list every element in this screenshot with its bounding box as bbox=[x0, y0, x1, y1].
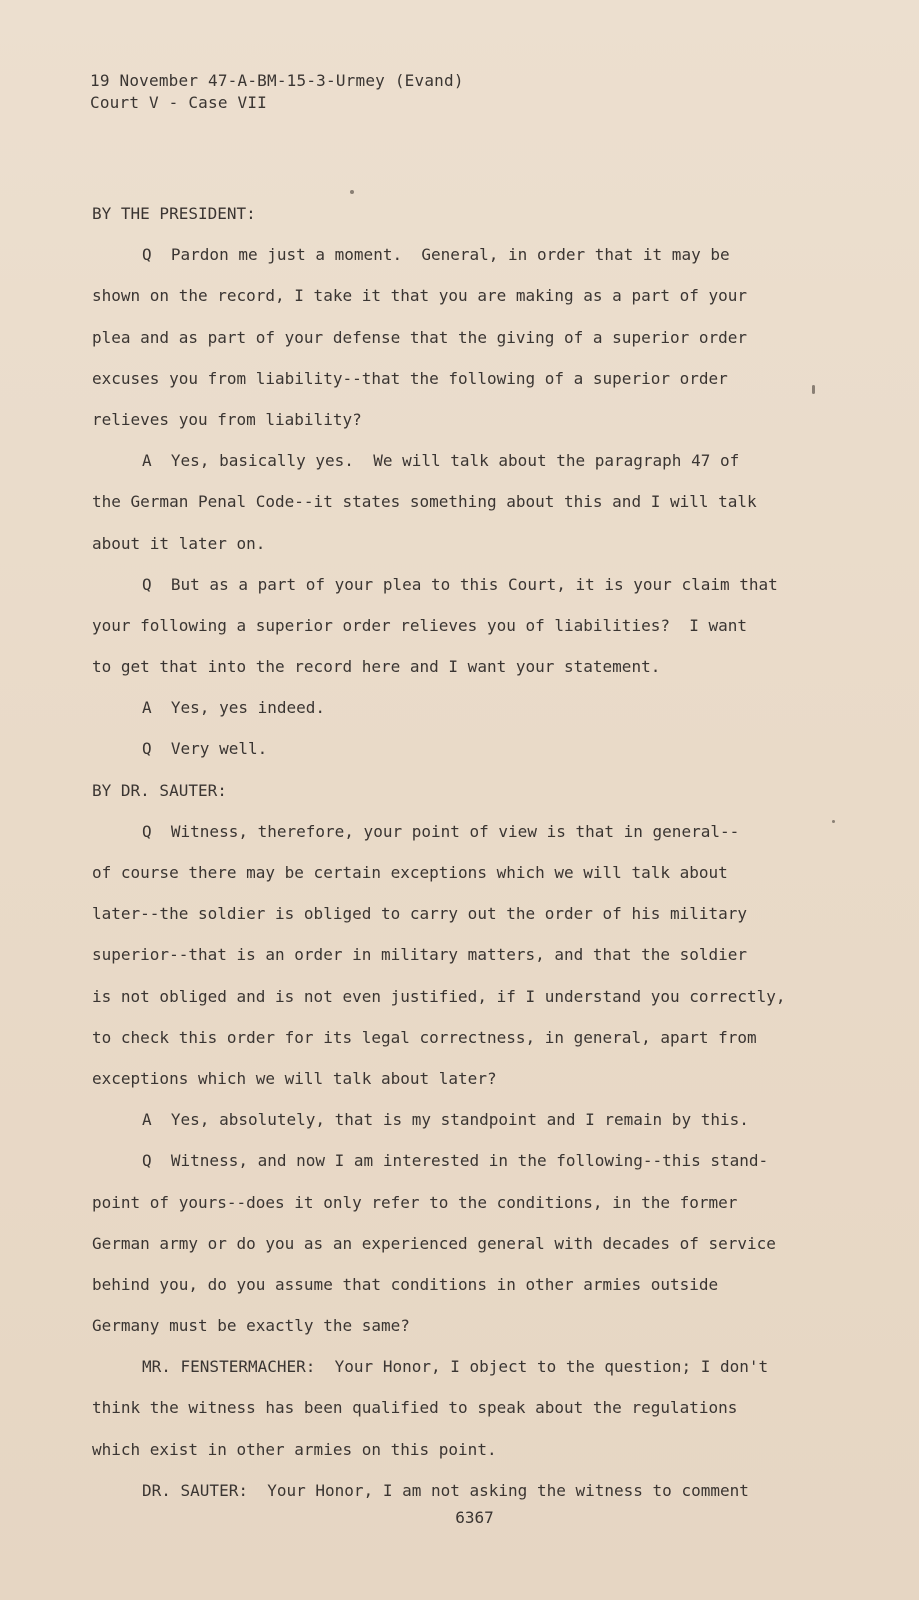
document-header bbox=[90, 70, 464, 114]
transcript-body bbox=[92, 193, 862, 1511]
transcript-line: Q Witness, and now I am interested in the following--this stand- bbox=[142, 1151, 769, 1171]
transcript-line: exceptions which we will talk about later? bbox=[92, 1068, 497, 1088]
transcript-line: superior--that is an order in military matters, and that the soldier bbox=[92, 945, 748, 965]
transcript-line: shown on the record, I take it that you are making as a part of your bbox=[92, 286, 748, 306]
transcript-line: your following a superior order relieves you of liabilities? I want bbox=[92, 615, 748, 635]
transcript-line: point of yours--does it only refer to the conditions, in the former bbox=[92, 1192, 738, 1212]
transcript-line: DR. SAUTER: Your Honor, I am not asking the witness to comment bbox=[142, 1480, 749, 1500]
transcript-line: later--the soldier is obliged to carry out the order of his military bbox=[92, 904, 748, 924]
transcript-line: MR. FENSTERMACHER: Your Honor, I object to the question; I don't bbox=[142, 1357, 769, 1377]
transcript-line: the German Penal Code--it states something about this and I will talk bbox=[92, 492, 757, 512]
transcript-line: Germany must be exactly the same? bbox=[92, 1316, 410, 1336]
transcript-line: is not obliged and is not even justified, if I understand you correctly, bbox=[92, 986, 786, 1006]
transcript-line: to get that into the record here and I want your statement. bbox=[92, 657, 661, 677]
transcript-line: Q Witness, therefore, your point of view is that in general-- bbox=[142, 821, 740, 841]
transcript-line: of course there may be certain exceptions which we will talk about bbox=[92, 863, 728, 882]
transcript-line: behind you, do you assume that conditions in other armies outside bbox=[92, 1274, 719, 1294]
transcript-line: about it later on. bbox=[92, 533, 266, 553]
transcript-line: think the witness has been qualified to speak about the regulations bbox=[92, 1398, 738, 1418]
paper-speck bbox=[812, 385, 815, 394]
paper-speck bbox=[832, 820, 835, 823]
transcript-line: A Yes, yes indeed. bbox=[142, 698, 326, 718]
header-court-case: Court V - Case VII bbox=[90, 93, 267, 112]
header-reference: 19 November 47-A-BM-15-3-Urmey (Evand) bbox=[90, 71, 464, 90]
transcript-line: to check this order for its legal correctness, in general, apart from bbox=[92, 1027, 757, 1047]
transcript-line: Q Very well. bbox=[142, 739, 268, 759]
transcript-line: relieves you from liability? bbox=[92, 409, 362, 429]
paper-speck bbox=[350, 190, 354, 194]
transcript-line: which exist in other armies on this point. bbox=[92, 1439, 497, 1459]
transcript-line: excuses you from liability--that the following of a superior order bbox=[92, 368, 728, 388]
transcript-line: plea and as part of your defense that the giving of a superior order bbox=[92, 327, 748, 347]
transcript-line: A Yes, absolutely, that is my standpoint and I remain by this. bbox=[142, 1110, 749, 1130]
transcript-line: BY THE PRESIDENT: bbox=[92, 204, 256, 223]
transcript-line: Q Pardon me just a moment. General, in order that it may be bbox=[142, 245, 730, 265]
transcript-line: A Yes, basically yes. We will talk about the paragraph 47 of bbox=[142, 451, 740, 471]
transcript-line: BY DR. SAUTER: bbox=[92, 780, 227, 800]
transcript-line: Q But as a part of your plea to this Court, it is your claim that bbox=[142, 574, 778, 594]
transcript-line: German army or do you as an experienced general with decades of service bbox=[92, 1233, 776, 1253]
page-number: 6367 bbox=[455, 1508, 494, 1527]
